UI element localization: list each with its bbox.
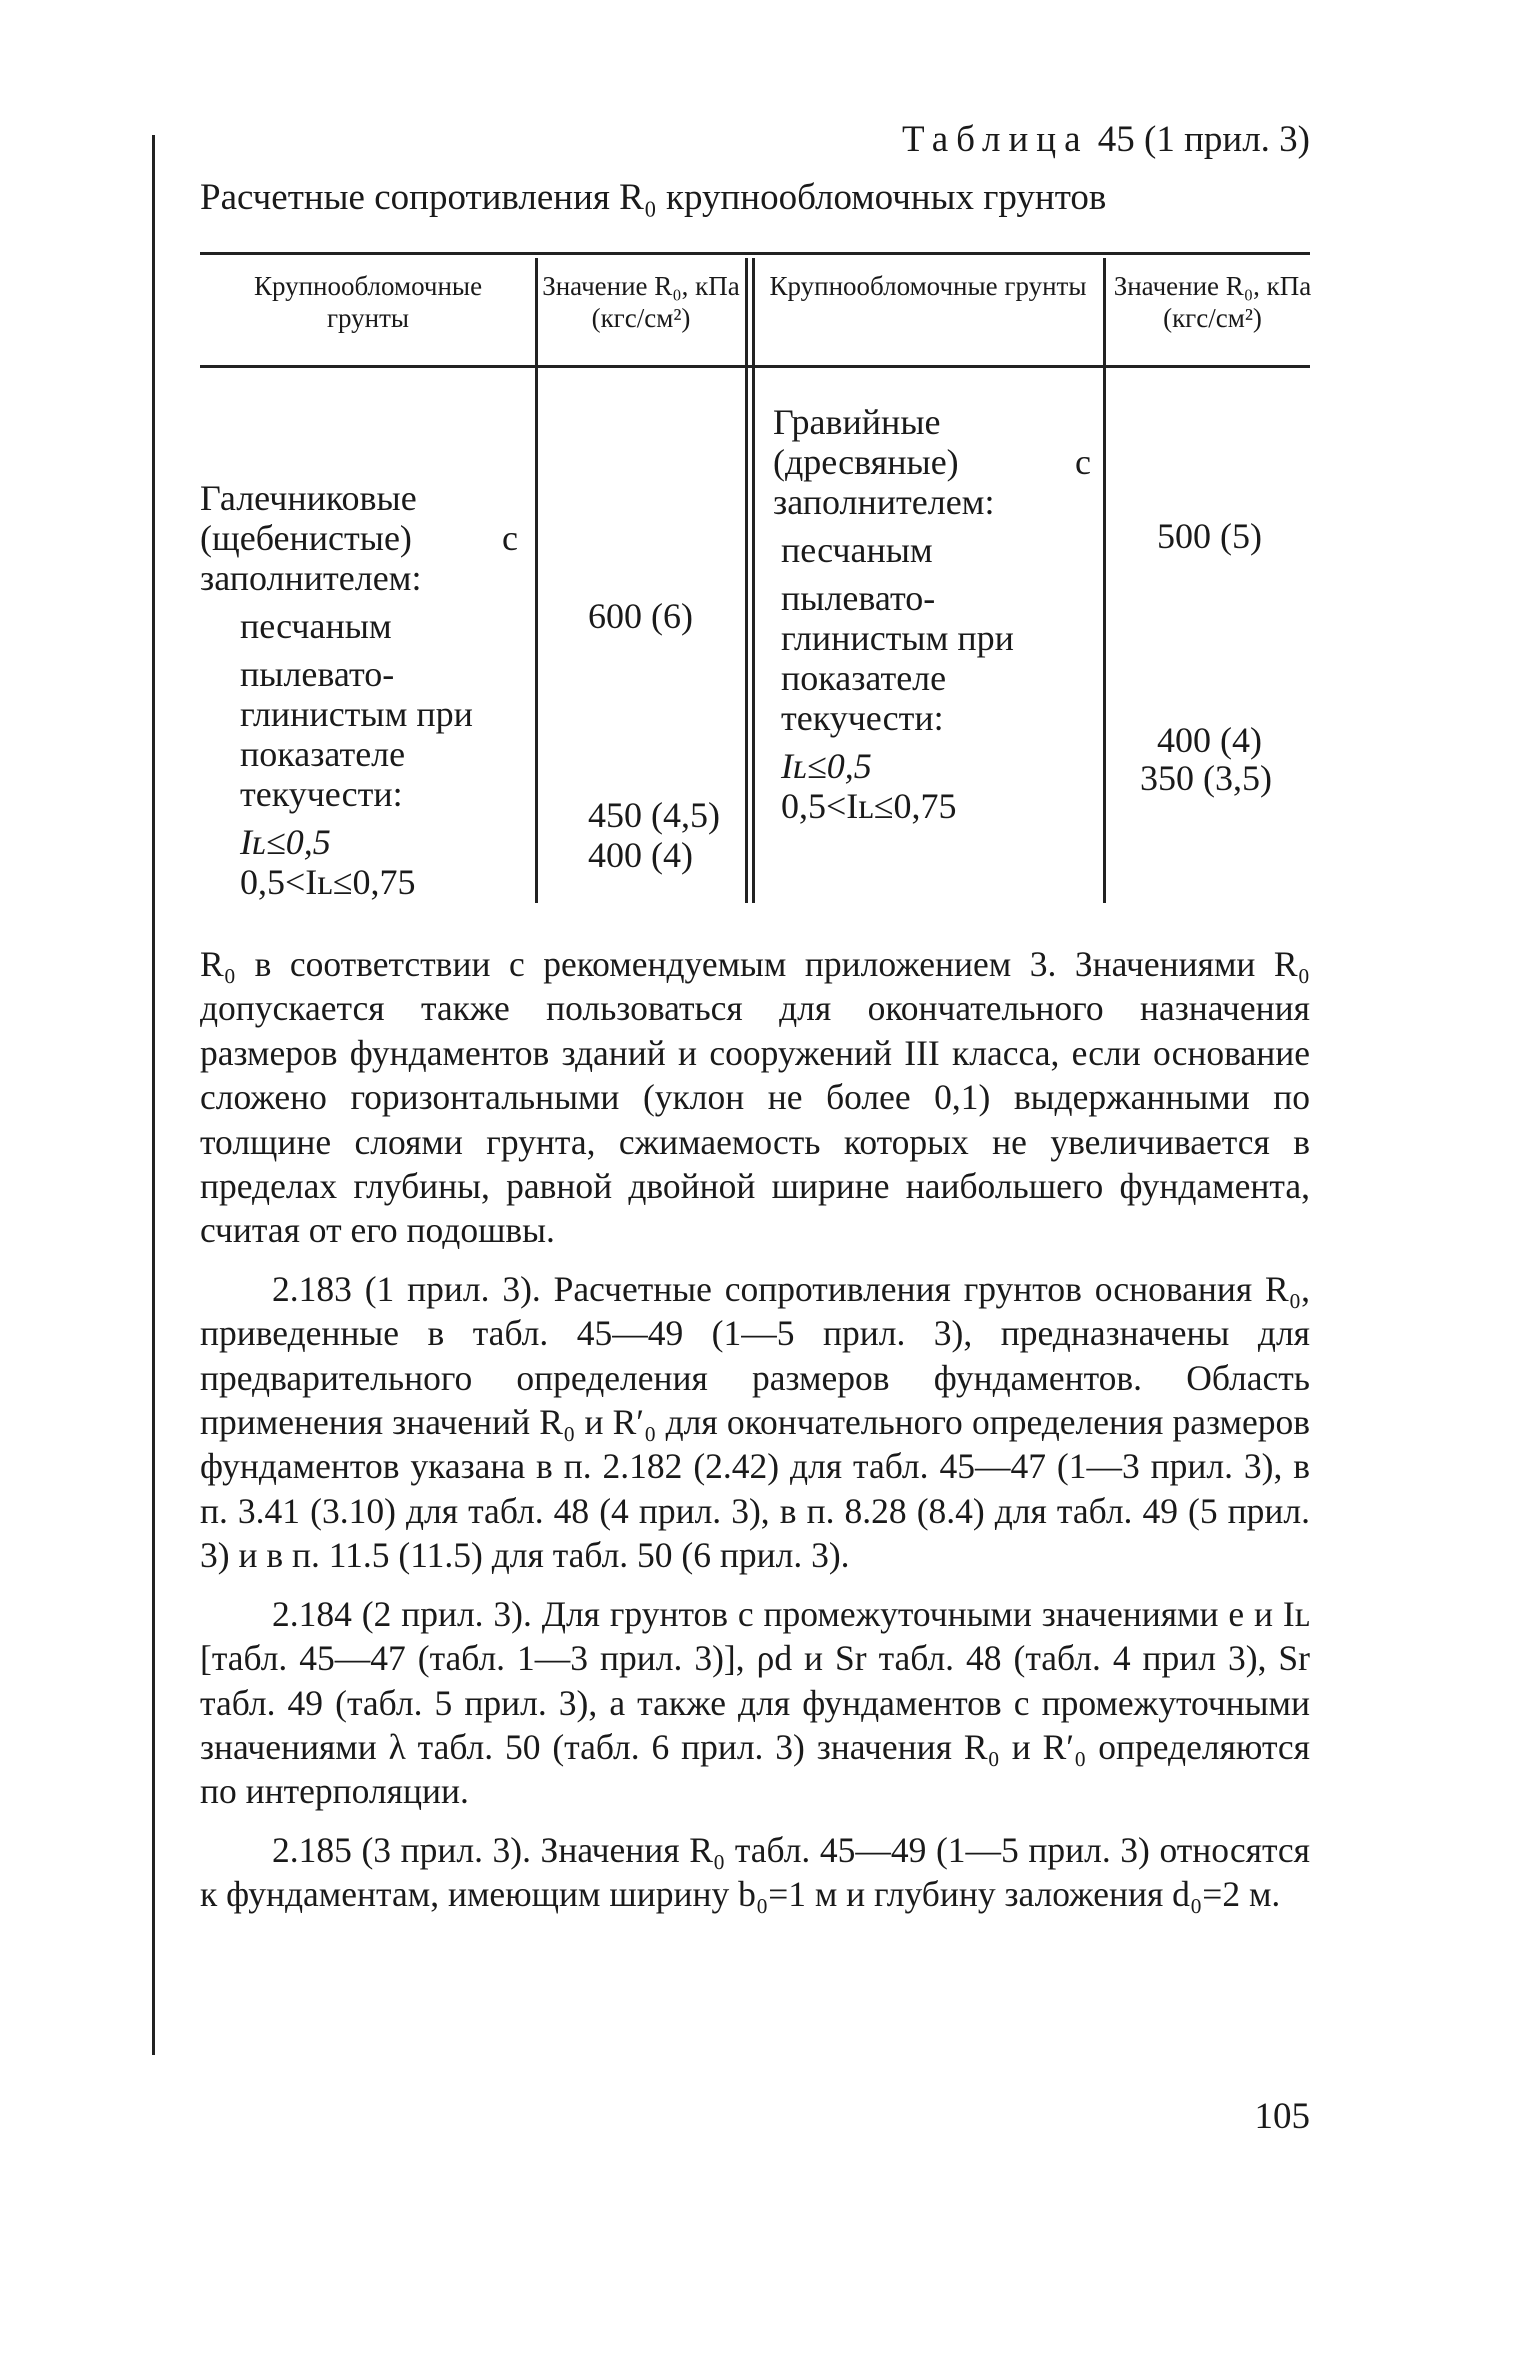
table-top-rule [200,252,1310,255]
right-row2-label: 0,5<Iʟ≤0,75 [781,786,957,826]
paragraph-2185: 2.185 (3 прил. 3). Значения R₀ табл. 45—49 (1—5 прил. 3) относятся к фундаментам, имеющим ширину b₀=1 м и глубину заложения d₀=2 м. [200,1829,1310,1915]
paragraph-2184: 2.184 (2 прил. 3). Для грунтов с промежуточными значениями e и Iʟ [табл. 45—47 (табл. 1—3 прил. 3)], ρd и Sr табл. 48 (табл. 4 прил 3), Sr табл. 49 (табл. 5 прил. 3), а также для фундаментов с промежуточными значениями λ табл. 50 (табл. 6 прил. 3) значения R₀ и R′₀ определяются по интерполяции. [200,1593,1310,1812]
right-silty-label: пылевато-глинистым при показателе текучести: [781,578,1014,738]
left-row1-label: Iʟ≤0,5 [240,822,331,862]
column-divider-2a [745,258,748,903]
column-divider-2b [752,258,755,903]
left-group-label: Галечниковые (щебенистые) с заполнителем: [200,478,518,598]
column-divider-1 [535,258,538,903]
left-sandy-label: песчаным [240,606,392,646]
margin-line [152,135,155,2055]
right-row1-value: 400 (4) [1157,720,1262,760]
left-row2-label: 0,5<Iʟ≤0,75 [240,862,416,902]
paragraph-1: R₀ в соответствии с рекомендуемым приложением 3. Значениями R₀ допускается также пользоваться для окончательного назначения размеров фундаментов зданий и сооружений III класса, если основание сложено горизонтальными (уклон не более 0,1) выдержанными по толщине слоями грунта, сжимаемость которых не увеличивается в пределах глубины, равной двойной ширине наибольшего фундамента, считая от его подошвы. [200,944,1310,1251]
table-caption [200,118,1310,161]
left-silty-label: пылевато-глинистым при показателе текучести: [240,654,473,814]
right-row1-label: Iʟ≤0,5 [781,746,872,786]
right-row2-value: 350 (3,5) [1140,758,1272,798]
left-sandy-value: 600 (6) [588,596,693,636]
right-group-label: Гравийные (дресвяные) с заполнителем: [773,402,1091,522]
right-sandy-value: 500 (5) [1157,516,1262,556]
caption-label: Таблица [902,119,1089,160]
left-soil-column [200,478,518,902]
header-soil-left: Крупнообломочные грунты [253,271,483,333]
table-header-rule [200,365,1310,368]
paragraph-2183: 2.183 (1 прил. 3). Расчетные сопротивления грунтов основания R₀, приведенные в табл. 45—49 (1—5 прил. 3), предназначены для предварительного определения размеров фундаментов. Область применения значений R₀ и R′₀ для окончательного определения размеров фундаментов указана в п. 2.182 (2.42) для табл. 45—47 (1—3 прил. 3), в п. 3.41 (3.10) для табл. 48 (4 прил. 3), в п. 8.28 (8.4) для табл. 49 (5 прил. 3) и в п. 11.5 (11.5) для табл. 50 (6 прил. 3). [200,1268,1310,1576]
table-title: Расчетные сопротивления R₀ крупнообломочных грунтов [200,177,1107,218]
left-row2-value: 400 (4) [588,835,693,875]
column-divider-3 [1103,258,1106,903]
right-sandy-label: песчаным [781,530,933,570]
header-soil-right: Крупнообломочные грунты [769,271,1087,301]
caption-rest: 45 (1 прил. 3) [1097,119,1310,160]
page-number: 105 [1254,2096,1310,2137]
right-soil-column [773,402,1091,826]
header-value-right: Значение R₀, кПа (кгс/см²) [1113,271,1312,333]
body-text [200,942,1310,1917]
header-value-left: Значение R₀, кПа (кгс/см²) [542,271,740,333]
left-row1-value: 450 (4,5) [588,795,720,835]
